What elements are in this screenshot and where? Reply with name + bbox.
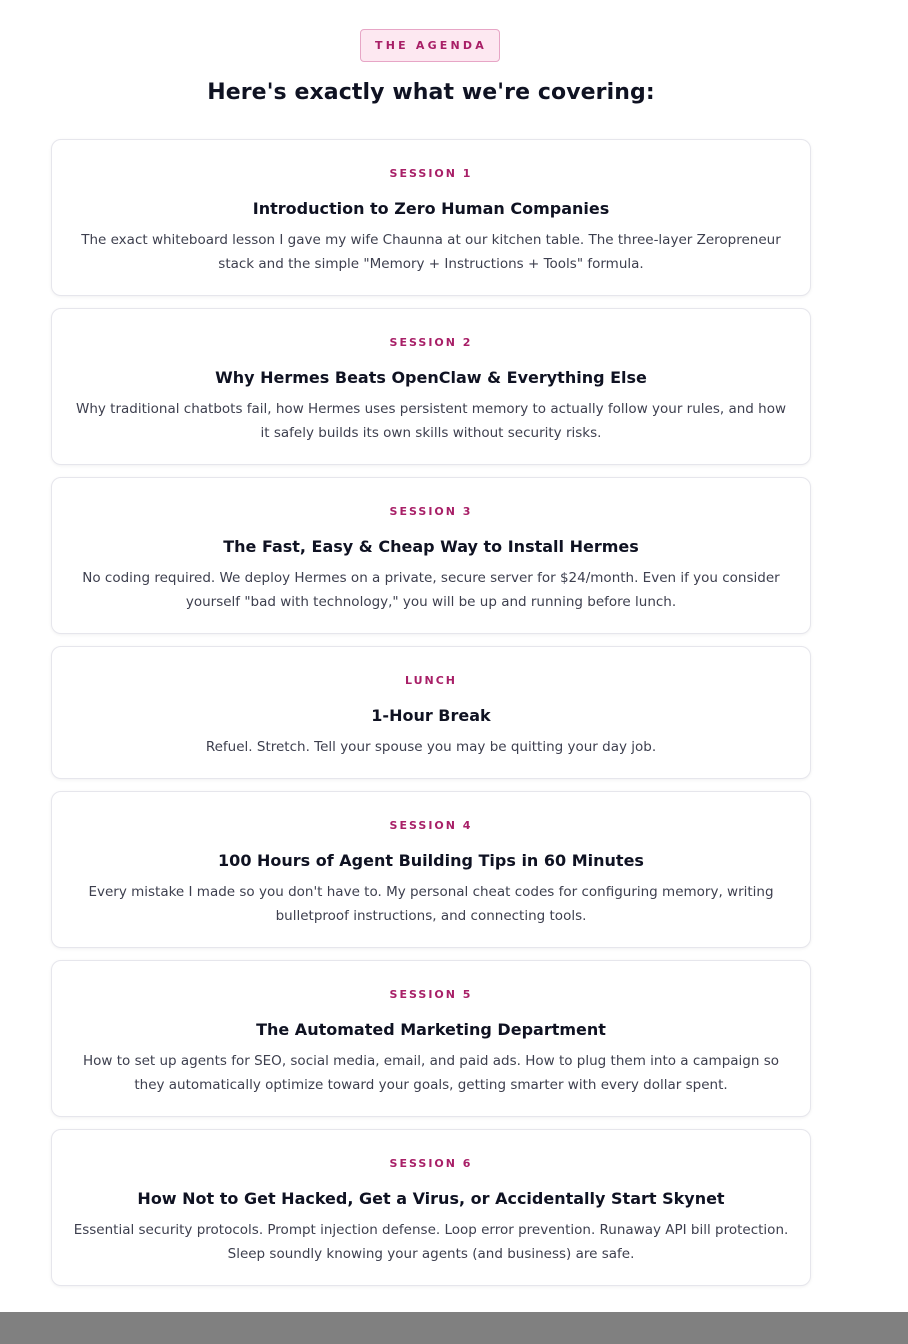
agenda-card-lunch <box>51 646 811 779</box>
session-label: LUNCH <box>404 674 458 687</box>
session-description: Essential security protocols. Prompt injection defense. Loop error prevention. Runaway API bill protection. Sleep soundly knowing your agents (and business) are safe. <box>73 1222 789 1262</box>
session-description: Every mistake I made so you don't have to. My personal cheat codes for configuring memory, writing bulletproof instructions, and connecting tools. <box>88 884 774 924</box>
session-title: How Not to Get Hacked, Get a Virus, or Accidentally Start Skynet <box>137 1189 725 1208</box>
session-label: SESSION 3 <box>389 505 473 518</box>
session-label: SESSION 6 <box>389 1157 473 1170</box>
agenda-card-session-1 <box>51 139 811 296</box>
session-title: The Automated Marketing Department <box>256 1020 606 1039</box>
agenda-card-session-5 <box>51 960 811 1117</box>
session-title: 100 Hours of Agent Building Tips in 60 Minutes <box>218 851 644 870</box>
session-description: No coding required. We deploy Hermes on a private, secure server for $24/month. Even if you consider yourself "bad with technology," you will be up and running before lunch. <box>82 570 780 610</box>
session-title: Why Hermes Beats OpenClaw & Everything Else <box>215 368 647 387</box>
agenda-card-session-2 <box>51 308 811 465</box>
session-title: Introduction to Zero Human Companies <box>252 199 610 218</box>
session-description: How to set up agents for SEO, social media, email, and paid ads. How to plug them into a campaign so they automatically optimize toward your goals, getting smarter with every dollar spent. <box>82 1053 780 1093</box>
agenda-card-session-4 <box>51 791 811 948</box>
session-label: SESSION 5 <box>389 988 473 1001</box>
agenda-heading: Here's exactly what we're covering: <box>207 80 655 105</box>
footer-bar <box>0 1312 908 1344</box>
session-description: Refuel. Stretch. Tell your spouse you may be quitting your day job. <box>205 739 657 755</box>
session-title: The Fast, Easy & Cheap Way to Install Hermes <box>223 537 639 556</box>
session-label: SESSION 2 <box>389 336 473 349</box>
agenda-session-list <box>51 139 811 1286</box>
session-title: 1-Hour Break <box>371 706 491 725</box>
session-description: The exact whiteboard lesson I gave my wife Chaunna at our kitchen table. The three-layer Zeropreneur stack and the simple "Memory + Instructions + Tools" formula. <box>81 232 781 272</box>
agenda-badge-container <box>0 29 860 62</box>
agenda-card-session-6 <box>51 1129 811 1286</box>
session-label: SESSION 4 <box>389 819 473 832</box>
agenda-badge: THE AGENDA <box>360 29 500 62</box>
agenda-card-session-3 <box>51 477 811 634</box>
session-label: SESSION 1 <box>389 167 473 180</box>
session-description: Why traditional chatbots fail, how Hermes uses persistent memory to actually follow your rules, and how it safely builds its own skills without security risks. <box>75 401 786 441</box>
